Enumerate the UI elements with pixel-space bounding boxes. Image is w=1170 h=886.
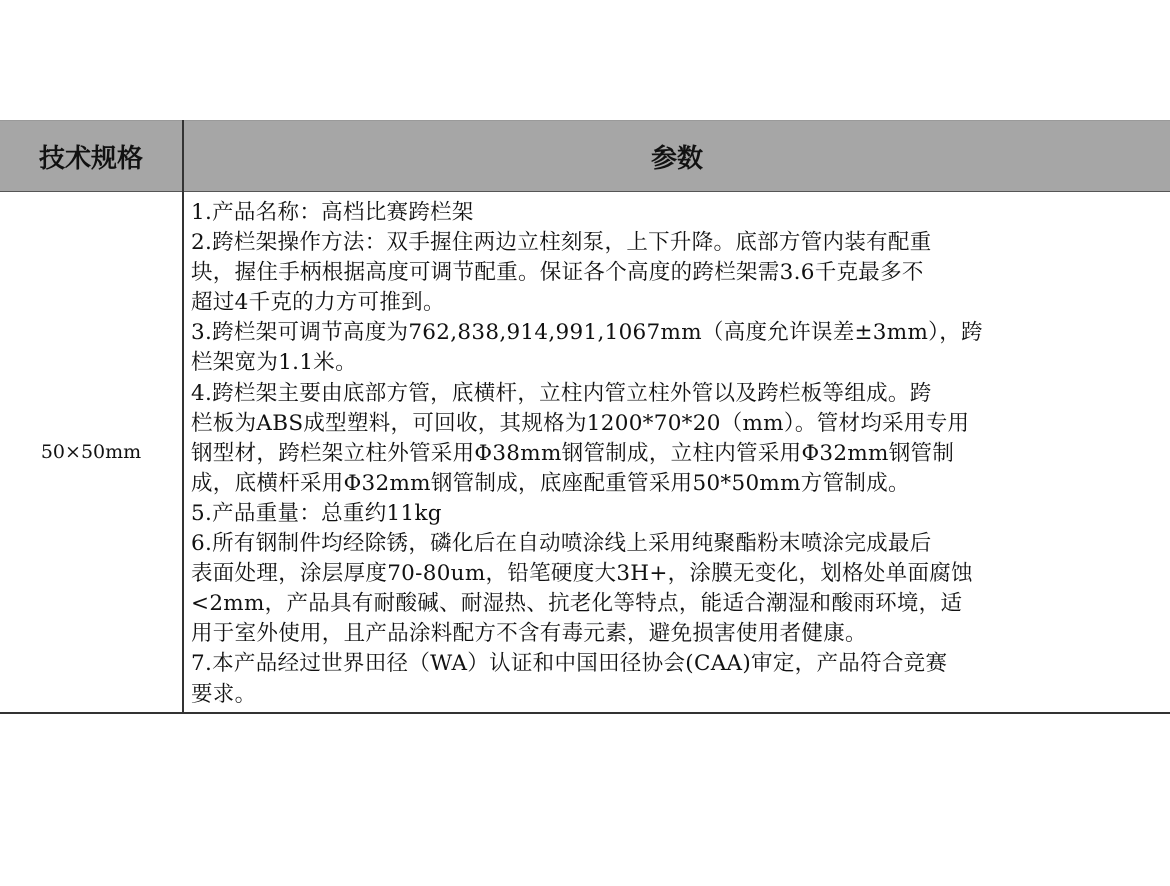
param-line: <2mm，产品具有耐酸碱、耐湿热、抗老化等特点，能适合潮湿和酸雨环境，适: [191, 591, 963, 617]
param-line: 栏板为ABS成型塑料，可回收，其规格为1200*70*20（mm）。管材均采用专用: [191, 410, 970, 436]
spec-table: [0, 120, 1170, 714]
header-row: [0, 121, 1170, 192]
param-line: 钢型材，跨栏架立柱外管采用Φ38mm钢管制成，立柱内管采用Φ32mm钢管制: [191, 440, 955, 466]
param-line: 表面处理，涂层厚度70-80um，铅笔硬度大3H+，涂膜无变化，划格处单面腐蚀: [191, 561, 973, 587]
param-line: 1.产品名称：高档比赛跨栏架: [191, 200, 474, 225]
param-line: 4.跨栏架主要由底部方管，底横杆，立柱内管立柱外管以及跨栏板等组成。跨: [191, 380, 932, 406]
param-line: 5.产品重量：总重约11kg: [191, 500, 442, 526]
param-line: 要求。: [191, 681, 257, 707]
header-spec: 技术规格: [0, 121, 183, 192]
param-line: 块，握住手柄根据高度可调节配重。保证各个高度的跨栏架需3.6千克最多不: [191, 260, 924, 286]
table-row: [0, 192, 1170, 713]
param-line: 栏架宽为1.1米。: [191, 350, 357, 376]
spec-value: 50×50mm: [0, 192, 183, 713]
param-line: 6.所有钢制件均经除锈，磷化后在自动喷涂线上采用纯聚酯粉末喷涂完成最后: [191, 531, 932, 557]
param-line: 用于室外使用，且产品涂料配方不含有毒元素，避免损害使用者健康。: [191, 621, 867, 647]
param-line: 3.跨栏架可调节高度为762,838,914,991,1067mm（高度允许误差±3mm），跨: [191, 320, 983, 346]
param-line: 成，底横杆采用Φ32mm钢管制成，底座配重管采用50*50mm方管制成。: [191, 470, 910, 496]
param-line: 超过4千克的力方可推到。: [191, 290, 445, 316]
header-params: 参数: [183, 121, 1170, 192]
param-line: 7.本产品经过世界田径（WA）认证和中国田径协会(CAA)审定，产品符合竞赛: [191, 651, 948, 677]
param-line: 2.跨栏架操作方法：双手握住两边立柱刻泵，上下升降。底部方管内装有配重: [191, 230, 932, 256]
params-cell: [183, 192, 1170, 713]
